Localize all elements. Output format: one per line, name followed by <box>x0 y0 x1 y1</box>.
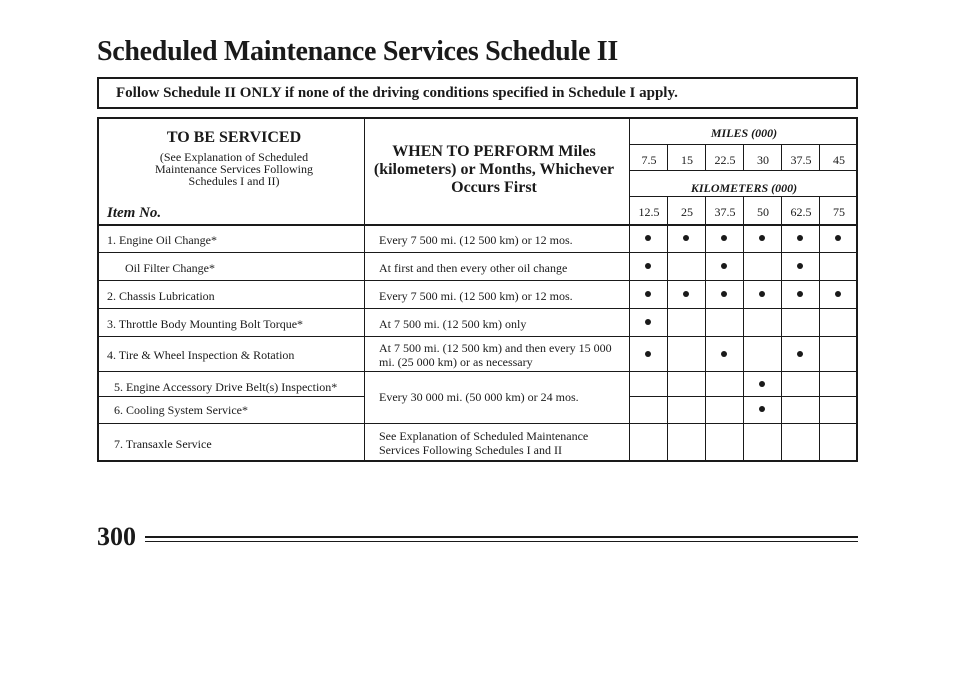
service-interval-dot <box>797 235 803 241</box>
km-value: 75 <box>833 205 845 219</box>
service-interval-dot <box>759 406 765 412</box>
service-interval-dot <box>759 235 765 241</box>
row-when: Every 30 000 mi. (50 000 km) or 24 mos. <box>379 390 579 404</box>
row-when: At 7 500 mi. (12 500 km) and then every 15 000 mi. (25 000 km) or as necessary <box>379 341 612 369</box>
row-item: 7. Transaxle Service <box>114 437 212 451</box>
service-interval-dot <box>721 351 727 357</box>
maintenance-table <box>97 117 858 462</box>
km-value: 37.5 <box>714 205 736 219</box>
row-when: See Explanation of Scheduled Maintenance Services Following Schedules I and II <box>379 429 589 457</box>
row-when: Every 7 500 mi. (12 500 km) or 12 mos. <box>379 233 573 247</box>
service-interval-dot <box>759 291 765 297</box>
schedule-note: Follow Schedule II ONLY if none of the driving conditions specified in Schedule I apply. <box>116 85 678 101</box>
row-divider <box>629 170 858 171</box>
row-item: 5. Engine Accessory Drive Belt(s) Inspection* <box>114 380 338 394</box>
column-divider <box>667 144 668 170</box>
column-divider <box>819 144 820 170</box>
km-value: 12.5 <box>638 205 660 219</box>
service-interval-dot <box>835 291 841 297</box>
miles-header: MILES (000) <box>710 126 778 140</box>
service-interval-dot <box>645 235 651 241</box>
service-interval-dot <box>645 319 651 325</box>
row-divider <box>99 423 858 424</box>
schedule-note-box <box>97 77 858 109</box>
row-when: At first and then every other oil change <box>379 261 568 275</box>
row-divider <box>99 252 858 253</box>
service-interval-dot <box>721 235 727 241</box>
miles-value: 15 <box>681 153 693 167</box>
km-value: 25 <box>681 205 693 219</box>
row-item: Oil Filter Change* <box>125 261 215 275</box>
row-divider <box>99 371 858 372</box>
column-divider <box>364 119 365 462</box>
row-divider <box>99 396 364 397</box>
column-divider <box>781 144 782 170</box>
row-item: 4. Tire & Wheel Inspection & Rotation <box>107 348 295 362</box>
miles-value: 45 <box>833 153 845 167</box>
service-interval-dot <box>645 263 651 269</box>
service-interval-dot <box>797 291 803 297</box>
km-value: 62.5 <box>790 205 812 219</box>
row-item: 2. Chassis Lubrication <box>107 289 215 303</box>
to-be-serviced-subheader: (See Explanation of Scheduled Maintenance Services Following Schedules I and II) <box>155 150 313 188</box>
column-divider <box>743 144 744 170</box>
column-divider <box>705 144 706 170</box>
row-divider <box>99 224 858 226</box>
miles-value: 30 <box>757 153 769 167</box>
row-divider <box>99 336 858 337</box>
service-interval-dot <box>721 291 727 297</box>
footer-rule <box>145 541 858 542</box>
row-divider <box>99 308 858 309</box>
row-divider <box>629 144 858 145</box>
when-to-perform-header: WHEN TO PERFORM Miles (kilometers) or Months, Whichever Occurs First <box>373 143 615 196</box>
miles-value: 7.5 <box>641 153 657 167</box>
service-interval-dot <box>645 351 651 357</box>
service-interval-dot <box>797 263 803 269</box>
kilometers-header: KILOMETERS (000) <box>690 181 798 195</box>
to-be-serviced-header: TO BE SERVICED <box>166 129 302 146</box>
miles-value: 37.5 <box>790 153 812 167</box>
row-item: 1. Engine Oil Change* <box>107 233 217 247</box>
footer-rule <box>145 536 858 538</box>
row-when: Every 7 500 mi. (12 500 km) or 12 mos. <box>379 289 573 303</box>
row-divider <box>99 280 858 281</box>
row-divider <box>629 196 858 197</box>
miles-value: 22.5 <box>714 153 736 167</box>
km-value: 50 <box>757 205 769 219</box>
page-number: 300 <box>97 522 136 551</box>
service-interval-dot <box>835 235 841 241</box>
item-no-header: Item No. <box>107 205 162 221</box>
row-item: 3. Throttle Body Mounting Bolt Torque* <box>107 317 304 331</box>
page-title: Scheduled Maintenance Services Schedule II <box>97 36 618 67</box>
service-interval-dot <box>645 291 651 297</box>
service-interval-dot <box>797 351 803 357</box>
service-interval-dot <box>683 291 689 297</box>
service-interval-dot <box>759 381 765 387</box>
service-interval-dot <box>721 263 727 269</box>
row-when: At 7 500 mi. (12 500 km) only <box>379 317 527 331</box>
service-interval-dot <box>683 235 689 241</box>
row-divider <box>629 396 858 397</box>
row-item: 6. Cooling System Service* <box>114 403 248 417</box>
